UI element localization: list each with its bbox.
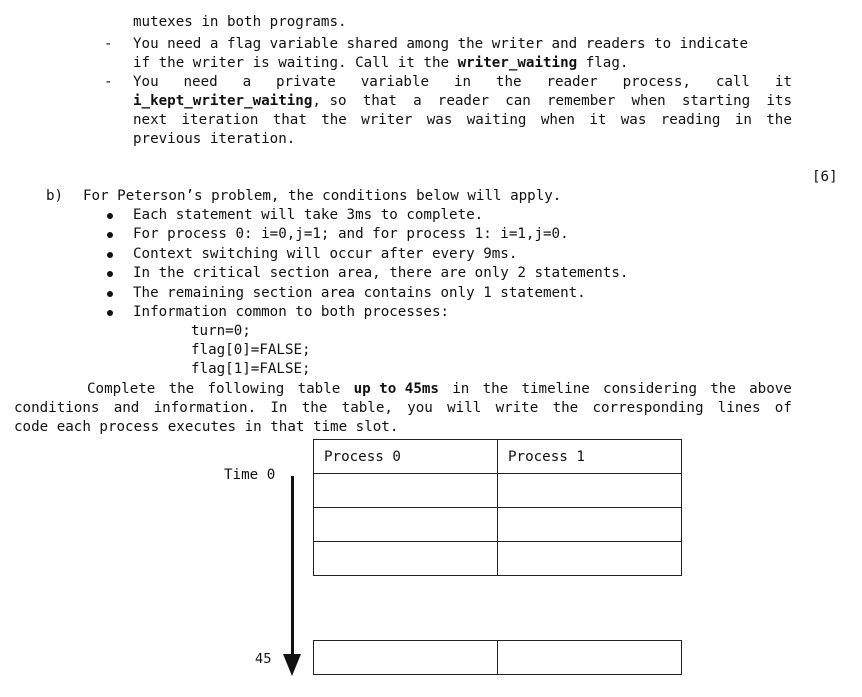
table-cell — [498, 508, 682, 542]
header-process-1: Process 1 — [498, 440, 682, 474]
table-cell — [314, 508, 498, 542]
bullet2-line1: You need a private variable in the reader process, call it — [133, 74, 792, 90]
instruction-line3: code each process executes in that time slot. — [14, 419, 399, 435]
condition-4: In the critical section area, there are only 2 statements. — [133, 265, 629, 281]
timeline-table — [313, 439, 682, 576]
instruction-line1: Complete the following table up to 45ms in the timeline considering the above — [87, 381, 792, 397]
bullet-dot — [107, 271, 113, 277]
timeline-arrow-shaft — [291, 476, 294, 656]
timeline-arrow-head — [283, 654, 301, 676]
kept-writer-waiting-term: i_kept_writer_waiting — [133, 93, 313, 109]
part-b-label: b) — [46, 188, 64, 204]
timeline-table-final-row — [313, 640, 682, 675]
code-line-1: turn=0; — [191, 323, 251, 339]
bullet2-line3: next iteration that the writer was waiting when it was reading in the — [133, 112, 792, 128]
table-cell — [498, 542, 682, 576]
table-row — [314, 508, 682, 542]
marks-label: [6] — [812, 169, 838, 185]
bullet2-line2: i_kept_writer_waiting, so that a reader can remember when starting its — [133, 93, 792, 109]
bullet-dot — [107, 291, 113, 297]
bullet-dash-1: - — [104, 36, 113, 52]
time-end-label: 45 — [255, 652, 272, 667]
table-row — [314, 542, 682, 576]
bullet-dot — [107, 310, 113, 316]
code-line-2: flag[0]=FALSE; — [191, 342, 311, 358]
table-cell — [314, 474, 498, 508]
part-b-intro: For Peterson’s problem, the conditions below will apply. — [83, 188, 562, 204]
time-start-label: Time 0 — [224, 467, 276, 483]
table-header-row — [314, 440, 682, 474]
bullet-dash-2: - — [104, 74, 113, 90]
part-a-continuation: mutexes in both programs. — [133, 14, 347, 30]
bullet-dot — [107, 232, 113, 238]
condition-1: Each statement will take 3ms to complete. — [133, 207, 484, 223]
table-cell — [498, 474, 682, 508]
table-cell — [314, 641, 498, 675]
table-cell — [314, 542, 498, 576]
table-row — [314, 474, 682, 508]
writer-waiting-term: writer_waiting — [457, 55, 578, 71]
condition-2: For process 0: i=0,j=1; and for process 1: i=1,j=0. — [133, 226, 569, 242]
condition-6: Information common to both processes: — [133, 304, 450, 320]
condition-3: Context switching will occur after every 9ms. — [133, 246, 518, 262]
bullet1-line2: if the writer is waiting. Call it the writer_waiting flag. — [133, 55, 629, 71]
table-row — [314, 641, 682, 675]
header-process-0: Process 0 — [314, 440, 498, 474]
bullet-dot — [107, 252, 113, 258]
table-cell — [498, 641, 682, 675]
bullet-dot — [107, 213, 113, 219]
code-line-3: flag[1]=FALSE; — [191, 361, 311, 377]
bullet2-line4: previous iteration. — [133, 131, 296, 147]
condition-5: The remaining section area contains only 1 statement. — [133, 285, 586, 301]
time-limit-emphasis: up to 45ms — [353, 381, 439, 397]
instruction-line2: conditions and information. In the table, you will write the corresponding lines of — [14, 400, 792, 416]
bullet1-line1: You need a flag variable shared among the writer and readers to indicate — [133, 36, 748, 52]
